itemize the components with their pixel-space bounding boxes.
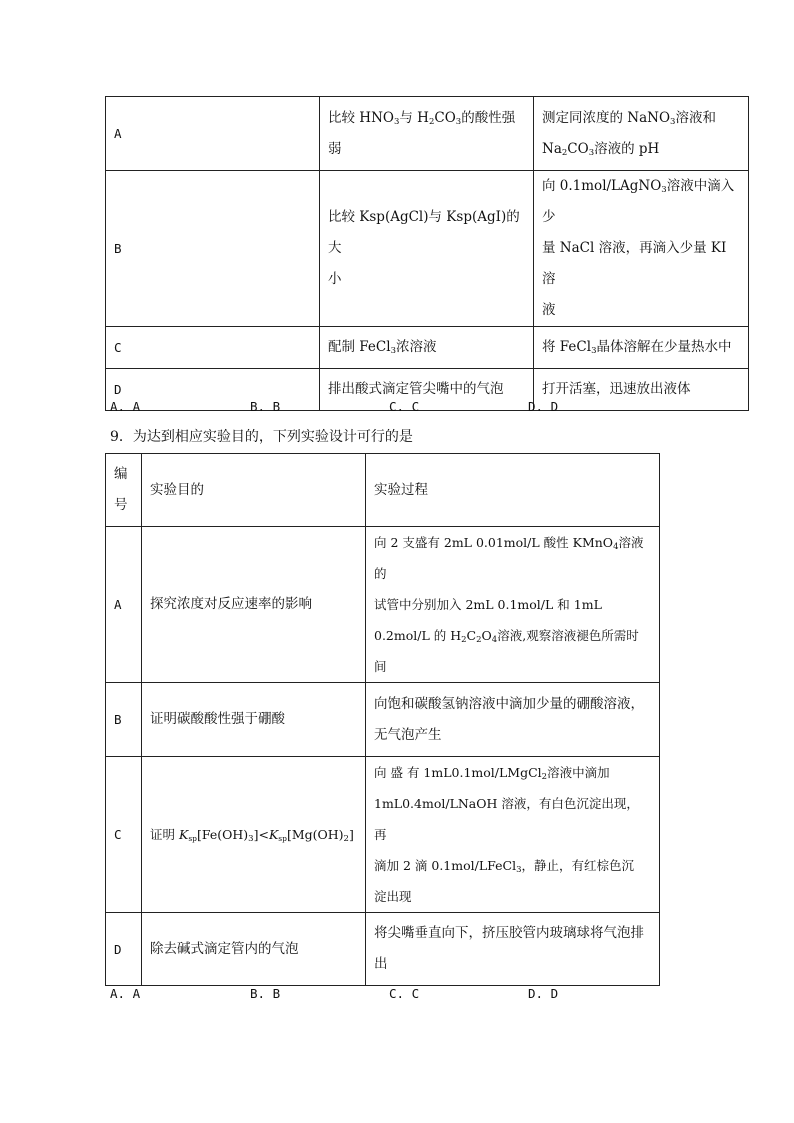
- header-process: 实验过程: [366, 454, 660, 527]
- experiment-purpose: 除去碱式滴定管内的气泡: [142, 913, 366, 986]
- option-a[interactable]: A. A: [110, 986, 141, 1001]
- experiment-purpose: 比较 $HNO_3$与 $H_2CO_3$的酸性强弱: [320, 97, 534, 171]
- option-d[interactable]: D. D: [528, 986, 559, 1001]
- option-b[interactable]: B. B: [250, 986, 281, 1001]
- table-row: [106, 527, 660, 683]
- experiment-operation: 打开活塞，迅速放出液体: [534, 369, 749, 411]
- experiment-process: 向 2 支盛有 2mL 0.01mol/L 酸性 KMnO$_4$溶液的 试管中分别加入 2mL 0.1mol/L 和 1mL 0.2mol/L 的 $H_2C_2O_4$溶液,观察溶液褪色所需时 间: [366, 527, 660, 683]
- option-c[interactable]: C. C: [389, 399, 420, 414]
- experiment-process: 将尖嘴垂直向下，挤压胶管内玻璃球将气泡排 出: [366, 913, 660, 986]
- experiment-purpose: 探究浓度对反应速率的影响: [142, 527, 366, 683]
- row-label: D: [106, 913, 142, 986]
- option-d[interactable]: D. D: [528, 399, 559, 414]
- table-row: [106, 913, 660, 986]
- option-c[interactable]: C. C: [389, 986, 420, 1001]
- row-label: C: [106, 327, 320, 369]
- question9-title: 9．为达到相应实验目的，下列实验设计可行的是: [110, 429, 413, 445]
- question8-table: [105, 96, 749, 411]
- row-label: A: [106, 527, 142, 683]
- row-label: A: [106, 97, 320, 171]
- option-b[interactable]: B. B: [250, 399, 281, 414]
- table-header-row: [106, 454, 660, 527]
- row-label: D: [106, 369, 320, 411]
- table-row: [106, 327, 749, 369]
- experiment-process: 向 盛 有 1mL0.1mol/LMgCl$_2$溶液中滴加 1mL0.4mol/LNaOH 溶液，有白色沉淀出现，再 滴加 2 滴 0.1mol/LFeCl$_3$，静止，有红棕色沉 淀出现: [366, 757, 660, 913]
- row-label: C: [106, 757, 142, 913]
- experiment-purpose: 证明碳酸酸性强于硼酸: [142, 683, 366, 757]
- table-row: [106, 683, 660, 757]
- header-number: 编 号: [106, 454, 142, 527]
- option-a[interactable]: A. A: [110, 399, 141, 414]
- experiment-operation: 测定同浓度的 NaNO$_3$溶液和 $Na_2CO_3$溶液的 pH: [534, 97, 749, 171]
- question9-options: [110, 984, 610, 1004]
- experiment-operation: 向 0.1mol/LAgNO$_3$溶液中滴入少 量 NaCl 溶液，再滴入少量 KI 溶 液: [534, 171, 749, 327]
- experiment-purpose: 证明 $K_{sp}[Fe(OH)_3]<K_{sp}[Mg(OH)_2]$: [142, 757, 366, 913]
- experiment-purpose: 排出酸式滴定管尖嘴中的气泡: [320, 369, 534, 411]
- header-purpose: 实验目的: [142, 454, 366, 527]
- question8-options: [110, 397, 610, 417]
- row-label: B: [106, 683, 142, 757]
- row-label: B: [106, 171, 320, 327]
- experiment-purpose: 比较 Ksp(AgCl)与 Ksp(AgI)的大 小: [320, 171, 534, 327]
- question9-table: [105, 453, 660, 986]
- table-row: [106, 171, 749, 327]
- table-row: [106, 97, 749, 171]
- experiment-operation: 将 FeCl$_3$晶体溶解在少量热水中: [534, 327, 749, 369]
- experiment-purpose: 配制 FeCl$_3$浓溶液: [320, 327, 534, 369]
- table-row: [106, 757, 660, 913]
- experiment-process: 向饱和碳酸氢钠溶液中滴加少量的硼酸溶液， 无气泡产生: [366, 683, 660, 757]
